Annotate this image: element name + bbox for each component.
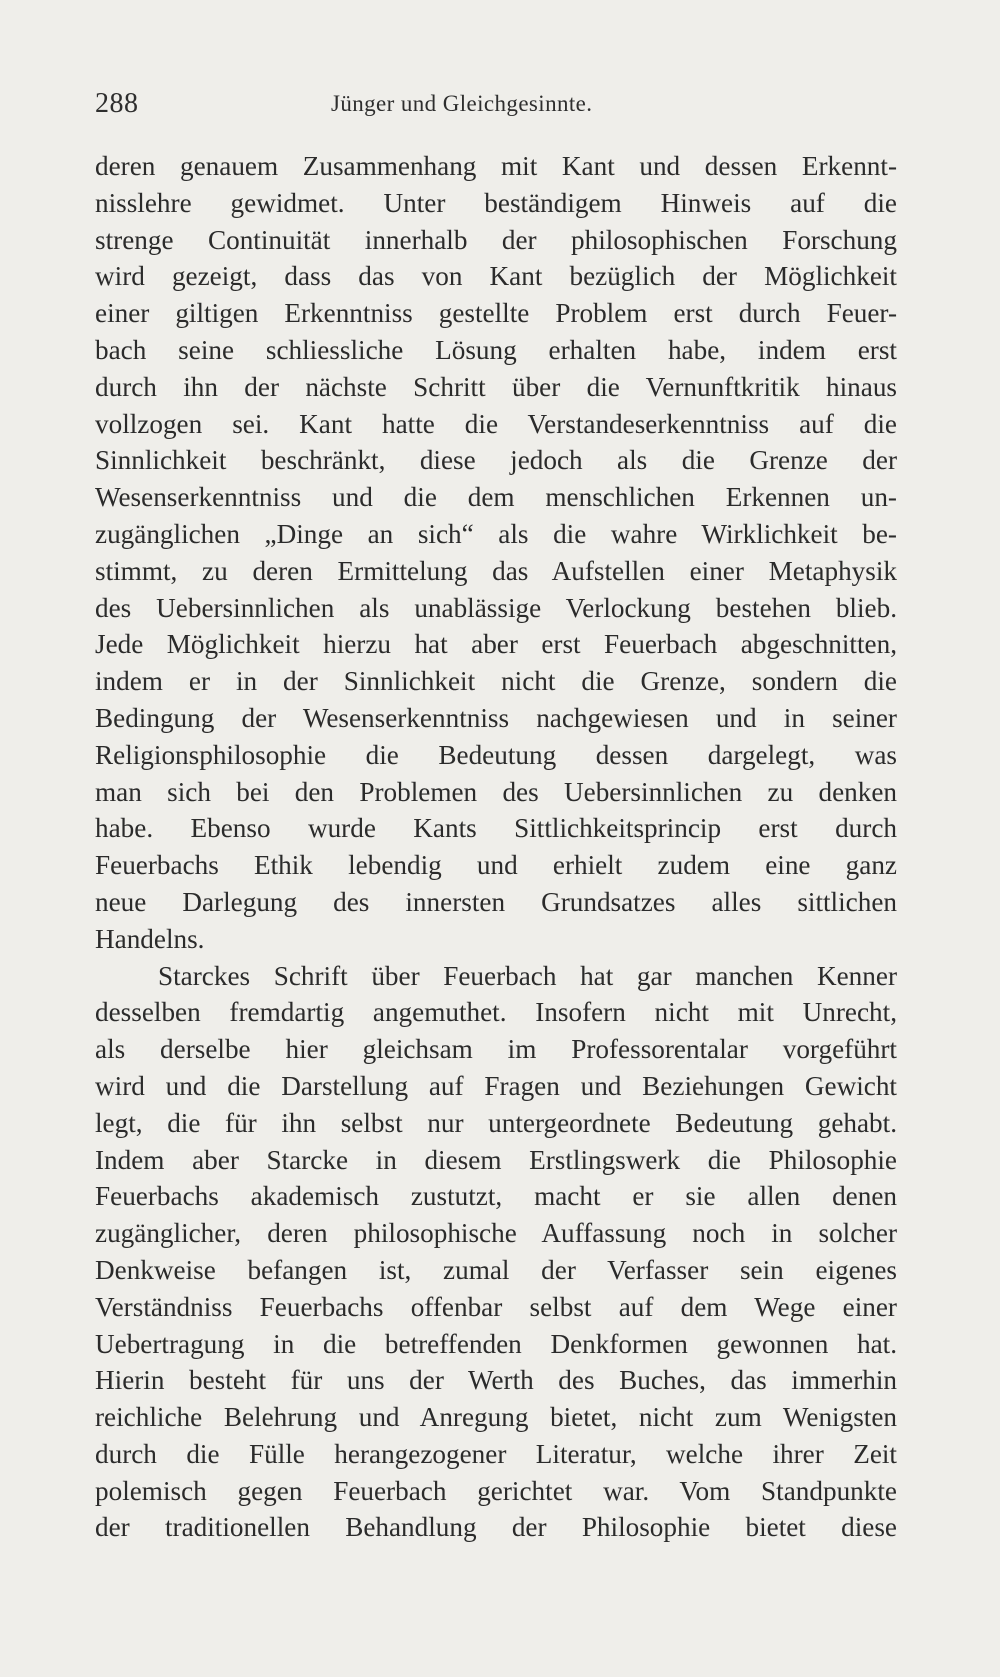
text-line: Denkweise befangen ist, zumal der Verfasser sein eigenes — [95, 1254, 897, 1285]
text-line: wird und die Darstellung auf Fragen und Beziehungen Gewicht — [95, 1070, 897, 1101]
text-line: polemisch gegen Feuerbach gerichtet war. Vom Standpunkte — [95, 1475, 897, 1506]
text-line: als derselbe hier gleichsam im Professorentalar vorgeführt — [95, 1034, 897, 1065]
text-line: bach seine schliessliche Lösung erhalten habe, indem erst — [95, 334, 897, 365]
text-line: Feuerbachs Ethik lebendig und erhielt zudem eine ganz — [95, 850, 897, 881]
text-line: nisslehre gewidmet. Unter beständigem Hinweis auf die — [95, 187, 897, 218]
text-line: habe. Ebenso wurde Kants Sittlichkeitsprincip erst durch — [95, 813, 897, 844]
text-line: Sinnlichkeit beschränkt, diese jedoch als die Grenze der — [95, 445, 897, 476]
text-line: Uebertragung in die betreffenden Denkformen gewonnen hat. — [95, 1328, 897, 1359]
text-line: indem er in der Sinnlichkeit nicht die Grenze, sondern die — [95, 666, 897, 697]
text-line: Religionsphilosophie die Bedeutung dessen dargelegt, was — [95, 739, 897, 770]
text-line: Wesenserkenntniss und die dem menschlichen Erkennen un- — [95, 482, 897, 513]
text-line: durch die Fülle herangezogener Literatur, welche ihrer Zeit — [95, 1438, 897, 1469]
text-line: neue Darlegung des innersten Grundsatzes alles sittlichen — [95, 886, 897, 917]
text-line: Hierin besteht für uns der Werth des Buches, das immerhin — [95, 1365, 897, 1396]
text-line: zugänglichen „Dinge an sich“ als die wahre Wirklichkeit be- — [95, 518, 897, 549]
text-line: vollzogen sei. Kant hatte die Verstandeserkenntniss auf die — [95, 408, 897, 439]
text-line-paragraph-end: Handelns. — [95, 923, 205, 954]
text-line: reichliche Belehrung und Anregung bietet, nicht zum Wenigsten — [95, 1402, 897, 1433]
text-line: Verständniss Feuerbachs offenbar selbst auf dem Wege einer — [95, 1291, 897, 1322]
text-line: man sich bei den Problemen des Uebersinnlichen zu denken — [95, 776, 897, 807]
text-line: strenge Continuität innerhalb der philosophischen Forschung — [95, 224, 897, 255]
text-line: durch ihn der nächste Schritt über die Vernunftkritik hinaus — [95, 371, 897, 402]
text-line: des Uebersinnlichen als unablässige Verlockung bestehen blieb. — [95, 592, 897, 623]
text-line: der traditionellen Behandlung der Philosophie bietet diese — [95, 1512, 897, 1543]
page-header — [95, 88, 895, 124]
text-line: Feuerbachs akademisch zustutzt, macht er sie allen denen — [95, 1181, 897, 1212]
text-line: Bedingung der Wesenserkenntniss nachgewiesen und in seiner — [95, 702, 897, 733]
text-line: desselben fremdartig angemuthet. Insofern nicht mit Unrecht, — [95, 997, 897, 1028]
text-line: stimmt, zu deren Ermittelung das Aufstellen einer Metaphysik — [95, 555, 897, 586]
running-head: Jünger und Gleichgesinnte. — [331, 91, 593, 116]
text-line: Indem aber Starcke in diesem Erstlingswerk die Philosophie — [95, 1144, 897, 1175]
text-line: zugänglicher, deren philosophische Auffassung noch in solcher — [95, 1218, 897, 1249]
text-line: Jede Möglichkeit hierzu hat aber erst Feuerbach abgeschnitten, — [95, 629, 897, 660]
text-line: wird gezeigt, dass das von Kant bezüglich der Möglichkeit — [95, 261, 897, 292]
text-line: legt, die für ihn selbst nur untergeordnete Bedeutung gehabt. — [95, 1107, 897, 1138]
text-line: deren genauem Zusammenhang mit Kant und dessen Erkennt- — [95, 151, 897, 181]
body-text — [95, 148, 897, 1546]
text-line: einer giltigen Erkenntniss gestellte Problem erst durch Feuer- — [95, 298, 897, 329]
text-line-paragraph-start: Starckes Schrift über Feuerbach hat gar manchen Kenner — [158, 960, 897, 991]
page-number: 288 — [95, 88, 139, 119]
